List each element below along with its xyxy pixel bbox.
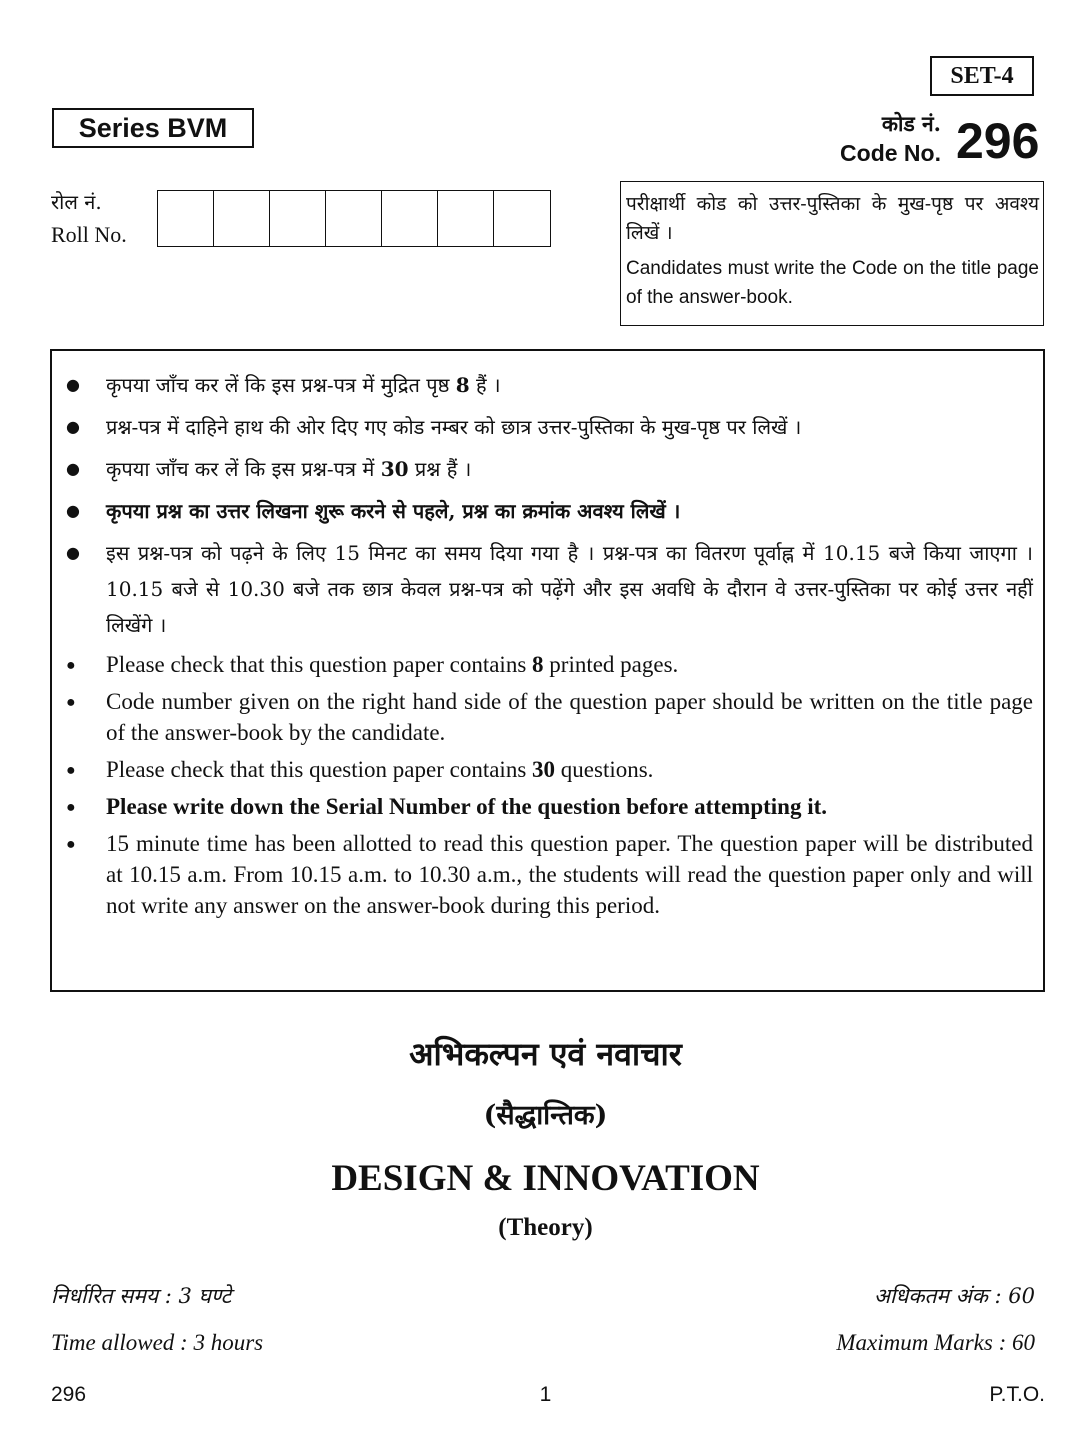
set-label: SET-4 (930, 56, 1034, 96)
title-hindi: अभिकल्पन एवं नवाचार (409, 1035, 682, 1073)
subtitle-hindi: (सैद्धान्तिक) (483, 1100, 608, 1131)
instruction-english-2: ● Code number given on the right hand side of the question paper should be written on the title page of the answer-book by the candidate. (66, 689, 1033, 745)
subtitle-english: (Theory) (498, 1214, 593, 1241)
roll-number-cell[interactable] (494, 191, 550, 246)
candidate-note-hindi: परीक्षार्थी कोड को उत्तर-पुस्तिका के मुख-पृष्ठ पर अवश्य लिखें । (626, 193, 1039, 244)
instruction-english-5: ● 15 minute time has been allotted to read this question paper. The question paper will be distributed at 10.15 a.m. From 10.15 a.m. to 10.30 a.m., the students will read the question paper only and will not write any answer on the answer-book during this period. (66, 831, 1033, 918)
bullet-icon: ● (66, 501, 80, 520)
roll-number-cell[interactable] (214, 191, 270, 246)
instruction-hindi-2: ● प्रश्न-पत्र में दाहिने हाथ की ओर दिए गए कोड नम्बर को छात्र उत्तर-पुस्तिका के मुख-पृष्ठ पर लिखें । (60, 409, 1035, 445)
bullet-icon: ● (66, 543, 80, 562)
roll-number-cell[interactable] (270, 191, 326, 246)
code-number: 296 (956, 113, 1040, 169)
footer-code: 296 (51, 1383, 87, 1406)
bullet-icon: ● (66, 836, 76, 853)
roll-label-english: Roll No. (51, 222, 127, 247)
roll-number-cell[interactable] (326, 191, 382, 246)
instruction-hindi-3: ● कृपया जाँच कर लें कि इस प्रश्न-पत्र में 30 प्रश्न हैं । (60, 451, 1035, 487)
roll-number-cell[interactable] (382, 191, 438, 246)
candidate-note-box (620, 181, 1044, 326)
bullet-icon: ● (66, 459, 80, 478)
time-allowed-hindi: निर्धारित समय : 3 घण्टे (51, 1284, 232, 1308)
roll-number-grid[interactable] (157, 190, 551, 247)
time-allowed-english: Time allowed : 3 hours (51, 1330, 264, 1355)
bullet-icon: ● (66, 375, 80, 394)
bullet-icon: ● (66, 694, 76, 711)
page-number: 1 (539, 1383, 552, 1406)
footer-pto: P.T.O. (989, 1383, 1045, 1406)
roll-label-hindi: रोल नं. (51, 190, 102, 214)
code-label-english: Code No. (840, 140, 941, 166)
instruction-english-1: ● Please check that this question paper contains 8 printed pages. (60, 649, 1035, 680)
series-label: Series BVM (52, 108, 254, 148)
roll-number-cell[interactable] (438, 191, 494, 246)
instruction-english-4: ● Please write down the Serial Number of the question before attempting it. (60, 791, 1035, 822)
max-marks-english: Maximum Marks : 60 (836, 1330, 1035, 1355)
instructions-box (50, 349, 1045, 992)
instruction-hindi-4: ● कृपया प्रश्न का उत्तर लिखना शुरू करने से पहले, प्रश्न का क्रमांक अवश्य लिखें । (60, 493, 1035, 529)
instruction-hindi-5: ● इस प्रश्न-पत्र को पढ़ने के लिए 15 मिनट का समय दिया गया है । प्रश्न-पत्र का वितरण पूर्वाह्न में 10.15 बजे किया जाएगा । 10.15 बजे से 10.30 बजे तक छात्र केवल प्रश्न-पत्र को पढ़ेंगे और इस अवधि के दौरान वे उत्तर-पुस्तिका पर कोई उत्तर नहीं लिखेंगे । (60, 535, 1035, 643)
bullet-icon: ● (66, 799, 76, 816)
bullet-icon: ● (66, 762, 76, 779)
code-label-hindi: कोड नं. (881, 111, 941, 136)
instruction-english-3: ● Please check that this question paper contains 30 questions. (60, 754, 1035, 785)
instruction-hindi-1: ● कृपया जाँच कर लें कि इस प्रश्न-पत्र में मुद्रित पृष्ठ 8 हैं । (60, 367, 1035, 403)
bullet-icon: ● (66, 657, 76, 674)
roll-number-cell[interactable] (158, 191, 214, 246)
bullet-icon: ● (66, 417, 80, 436)
candidate-note-english: Candidates must write the Code on the title page of the answer-book. (626, 258, 1039, 308)
title-english: DESIGN & INNOVATION (331, 1158, 760, 1199)
max-marks-hindi: अधिकतम अंक : 60 (873, 1284, 1035, 1308)
